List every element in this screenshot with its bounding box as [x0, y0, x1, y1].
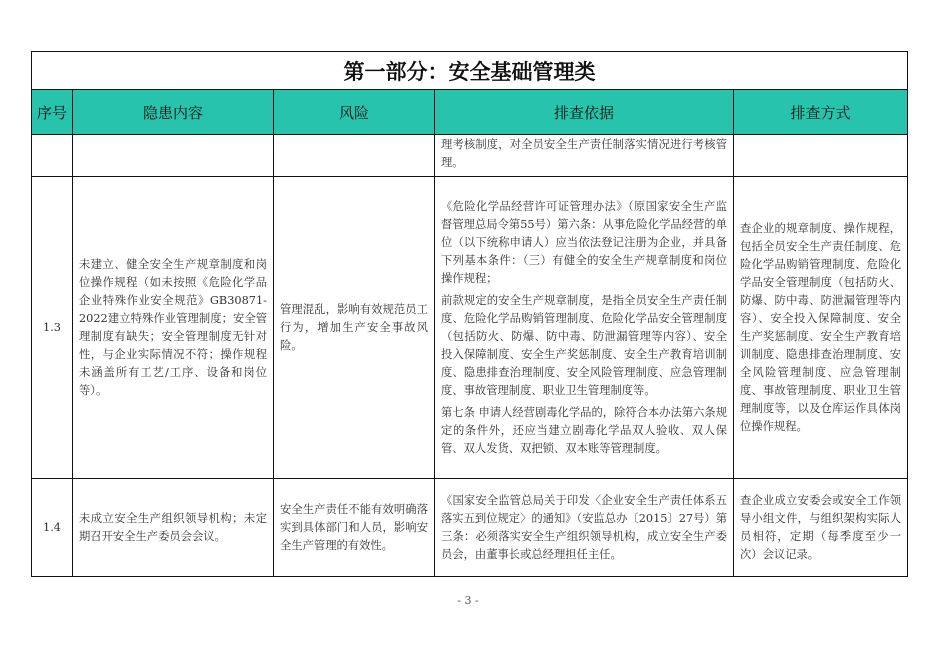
- row-1-4-method: 查企业成立安委会或安全工作领导小组文件，与组织架构实际人员相符，定期（每季度至少一次）会议记录。: [734, 479, 908, 577]
- table-row-1-4: [32, 479, 908, 577]
- hazard-checklist-table: [31, 51, 908, 577]
- column-header-risk: 风险: [274, 90, 435, 135]
- continued-risk-cell: [274, 135, 435, 177]
- column-header-hazard: 隐患内容: [73, 90, 274, 135]
- row-1-3-basis-paragraph-3: 第七条 申请人经营剧毒化学品的，除符合本办法第六条规定的条件外，还应当建立剧毒化学品双人验收、双人保管、双人发货、双把锁、双本账等管理制度。: [441, 405, 728, 455]
- row-1-3-basis-paragraph-1: 《危险化学品经营许可证管理办法》（原国家安全生产监督管理总局令第55号）第六条：从事危险化学品经营的单位（以下统称申请人）应当依法登记注册为企业，并具备下列基本条件：（三）有健全的安全生产规章制度和岗位操作规程；: [441, 199, 727, 285]
- row-1-3-method: 查企业的规章制度、操作规程，包括全员安全生产责任制度、危险化学品购销管理制度、危险化学品安全管理制度（包括防火、防爆、防中毒、防泄漏管理等内容）、安全投入保障制度、安全生产奖惩制度、安全生产教育培训制度、隐患排查治理制度、安全风险管理制度、应急管理制度、事故管理制度、职业卫生管理制度等，以及仓库运作具体岗位操作规程。: [734, 177, 908, 479]
- table-row-1-3: [32, 177, 908, 479]
- continued-hazard-cell: [73, 135, 274, 177]
- row-1-3-basis-paragraph-2: 前款规定的安全生产规章制度，是指全员安全生产责任制度、危险化学品购销管理制度、危险化学品安全管理制度（包括防火、防爆、防中毒、防泄漏管理等内容）、安全投入保障制度、安全生产奖惩制度、安全生产教育培训制度、隐患排查治理制度、安全风险管理制度、应急管理制度、事故管理制度、职业卫生管理制度等。: [441, 293, 727, 397]
- table-row-continued: [32, 135, 908, 177]
- column-header-basis: 排查依据: [435, 90, 734, 135]
- continued-method-cell: [734, 135, 908, 177]
- row-1-3-risk: 管理混乱，影响有效规范员工行为，增加生产安全事故风险。: [274, 177, 435, 479]
- continued-no-cell: [32, 135, 73, 177]
- header-row: [32, 90, 908, 135]
- continued-basis-cell: 理考核制度，对全员安全生产责任制落实情况进行考核管理。: [435, 135, 734, 177]
- row-1-3-basis: [435, 177, 734, 479]
- title-row: [32, 52, 908, 90]
- row-1-4-basis: 《国家安全监管总局关于印发〈企业安全生产责任体系五落实五到位规定〉的通知》（安监总办〔2015〕27号）第三条：必须落实安全生产组织领导机构，成立安全生产委员会，由董事长或总经理担任主任。: [435, 479, 734, 577]
- section-title: 第一部分：安全基础管理类: [32, 52, 908, 90]
- row-1-3-hazard: 未建立、健全安全生产规章制度和岗位操作规程（如未按照《危险化学品企业特殊作业安全规范》GB30871-2022建立特殊作业管理制度；安全管理制度有缺失；安全管理制度无针对性，与企业实际情况不符；操作规程未涵盖所有工艺/工序、设备和岗位等）。: [73, 177, 274, 479]
- page-number: - 3 -: [457, 594, 479, 607]
- column-header-no: 序号: [32, 90, 73, 135]
- column-header-method: 排查方式: [734, 90, 908, 135]
- row-1-4-risk: 安全生产责任不能有效明确落实到具体部门和人员，影响安全生产管理的有效性。: [274, 479, 435, 577]
- row-1-4-number: 1.4: [32, 479, 73, 577]
- row-1-4-hazard: 未成立安全生产组织领导机构；未定期召开安全生产委员会会议。: [73, 479, 274, 577]
- row-1-3-number: 1.3: [32, 177, 73, 479]
